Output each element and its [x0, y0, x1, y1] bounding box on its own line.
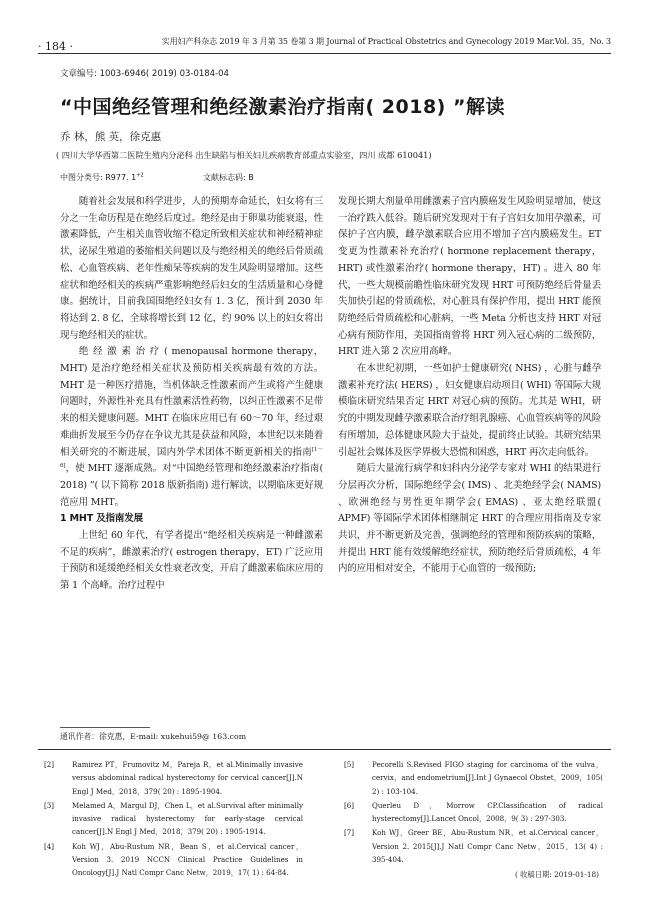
reference-item: [338, 799, 603, 826]
citation-marker: [1～6]: [60, 446, 323, 470]
paragraph-mht-definition: [60, 344, 323, 511]
header-rule: [38, 53, 611, 54]
body-column-left: [60, 194, 323, 595]
references-left: [38, 758, 303, 881]
references-right: [338, 758, 603, 882]
reference-item: [338, 758, 603, 798]
paragraph-history-2: 发现长期大剂量单用雌激素子宫内膜癌发生风险明显增加，使这一治疗跌入低谷。随后研究发现对于有子宫妇女加用孕激素，可保护子宫内膜，雌孕激素联合应用不增加子宫内膜癌发生。ET 变更为性激素补充治疗( hormone replacement therapy，HRT) 或性激素治疗( hormone therapy，HT) 。进入 80 年代，一些大规模前瞻性临床研究发现 HRT 可预防绝经后骨量丢失加快引起的骨质疏松，对心脏具有保护作用，提出 HRT 能预防绝经后骨质疏松和心脏病，一些 Meta 分析也支持 HRT 对冠心病有预防作用，美国指南曾将 HRT 列入冠心病的二级预防，HRT 进入第 2 次应用高峰。: [338, 196, 601, 358]
reference-item: [338, 826, 603, 866]
reference-item: [38, 840, 303, 880]
paragraph-mht-text-b: ，使 MHT 逐渐成熟。对“中国绝经管理和绝经激素治疗指南( 2018) ”( 以下简称 2018 版新指南) 进行解读，以期临床更好规范应用 MHT。: [60, 463, 323, 508]
paragraph-history-4: 随后大量流行病学和妇科内分泌学专家对 WHI 的结果进行分层再次分析，国际绝经学会( IMS) 、北美绝经学会( NAMS) 、欧洲绝经与男性更年期学会( EMAS) 、亚太绝经联盟( APMF) 等国际学术团体相继制定 HRT 的合理应用指南及专家共识，并不断更新及完善，强调绝经的管理和预防疾病的策略，并提出 HRT 能有效缓解绝经症状，预防绝经后骨质疏松，4 年内的应用相对安全，不能用于心血管的一级预防;: [338, 463, 601, 575]
reference-text: Koh WJ，Greer BE，Abu-Rustum NR，et al.Cervical cancer，Version 2. 2015[J].J Natl Compr Canc Netw，2015，13( 4) : 395-404.: [372, 828, 603, 865]
reference-number: [6]: [343, 800, 355, 810]
reference-number: [7]: [343, 828, 355, 838]
paragraph-history-3: 在本世纪初期，一些如护士健康研究( NHS) ，心脏与雌孕激素补充疗法( HERS) ，妇女健康启动项目( WHI) 等国际大规模临床研究结果否定 HRT 对冠心病的预防。尤其是 WHI，研究的中期发现雌孕激素联合治疗组乳腺癌、心血管疾病等的风险有所增加，总体健康风险大于益处，提前终止试验。其研究结果引起社会媒体及医学界极大恐慌和困惑，HRT 再次走向低谷。: [338, 363, 601, 458]
reference-text: Querleu D，Morrow CP.Classification of radical hysterectomy[J].Lancet Oncol，2008，9( 3) : 297-303.: [372, 800, 603, 824]
clc-superscript: +2: [136, 172, 144, 179]
reference-item: [38, 758, 303, 798]
section-heading-1: 1 MHT 及指南发展: [60, 513, 143, 525]
corresponding-author-footnote: 通讯作者：徐克惠，E-mail: xukehui59@ 163.com: [60, 732, 247, 741]
reference-text: Melamed A，Margul DJ，Chen L，et al.Survival after minimally invasive radical hysterectomy for early-stage cervical cancer[J].N Engl J Med，2018，379( 20) : 1905-1914.: [72, 800, 303, 837]
references-rule: [38, 749, 611, 750]
paragraph-history-1: 上世纪 60 年代，有学者提出“绝经相关疾病是一种雌激素不足的疾病”，雌激素治疗( estrogen therapy，ET) 广泛应用于预防和延缓绝经相关女性衰老改变，开启了雌激素临床应用的第 1 个高峰。治疗过程中: [60, 530, 323, 592]
reference-text: Pecorelli S.Revised FIGO staging for carcinoma of the vulva，cervix，and endometrium[J].Int J Gynaecol Obstet，2009，105( 2) : 103-104.: [372, 760, 603, 796]
document-code: 文献标志码: B: [203, 173, 254, 182]
journal-header: 实用妇产科杂志 2019 年 3 月第 35 卷第 3 期 Journal of Practical Obstetrics and Gynecology 2019 Mar.Vol. 35，No. 3: [161, 37, 611, 46]
paragraph-mht-text-a: 绝 经 激 素 治 疗 ( menopausal hormone therapy，MHT) 是治疗绝经相关症状及预防相关疾病最有效的方法。MHT 是一种医疗措施，当机体缺乏性激素而产生或将产生健康问题时，外源性补充具有性激素活性药物，以纠正性激素不足带来的相关健康问题。MHT 在临床应用已有 60～70 年，经过艰难曲折发展至今仍存在争议尤其是获益和风险，本世纪以来随着相关研究的不断进展，国内外学术团体不断更新相关的指南: [60, 346, 323, 458]
body-column-right: [338, 194, 601, 578]
reference-number: [5]: [343, 760, 355, 769]
reference-item: [38, 799, 303, 839]
article-number: 文章编号: 1003-6946( 2019) 03-0184-04: [60, 69, 229, 79]
received-date: ( 收稿日期: 2019-01-18): [514, 870, 599, 880]
footnote-rule: [60, 727, 150, 728]
reference-number: [4]: [43, 841, 55, 851]
affiliation: ( 四川大学华西第二医院生殖内分泌科 出生缺陷与相关妇儿疾病教育部重点实验室，四川 成都 610041): [56, 150, 432, 160]
reference-text: Koh WJ，Abu-Rustum NR，Bean S，et al.Cervical cancer，Version 3. 2019 NCCN Clinical Practice Guidelines in Oncology[J].J Natl Compr Canc Netw，2019，17( 1) : 64-84.: [72, 841, 303, 878]
page-number: · 184 ·: [38, 40, 73, 53]
reference-number: [3]: [43, 800, 55, 810]
reference-number: [2]: [43, 760, 55, 769]
authors: 乔 林，熊 英，徐克惠: [60, 131, 162, 143]
clc-number: [60, 172, 144, 183]
clc-label: 中图分类号: R977. 1: [60, 173, 137, 182]
paragraph-intro: 随着社会发展和科学进步，人的预期寿命延长，妇女将有三分之一生命历程是在绝经后度过。绝经是由于卵巢功能衰退，性激素降低，产生相关血管收缩不稳定所致相关症状和神经精神症状，泌尿生殖道的萎缩相关问题以及与绝经相关的绝经后骨质疏松、心血管疾病、老年性痴呆等疾病的发生风险明显增加。这些症状和绝经相关的疾病严重影响绝经后妇女的生活质量和心身健康。据统计，目前我国围绝经妇女有 1. 3 亿，预计到 2030 年将达到 2. 8 亿，全球将增长到 12 亿，约 90% 以上的妇女将出现与绝经相关的症状。: [60, 196, 323, 341]
article-title: “中国绝经管理和绝经激素治疗指南( 2018) ”解读: [60, 96, 505, 118]
reference-text: Ramirez PT，Frumovitz M，Pareja R，et al.Minimally invasive versus abdominal radical hysterectomy for cervical cancer[J].N Engl J Med，2018，379( 20) : 1895-1904.: [72, 760, 303, 796]
